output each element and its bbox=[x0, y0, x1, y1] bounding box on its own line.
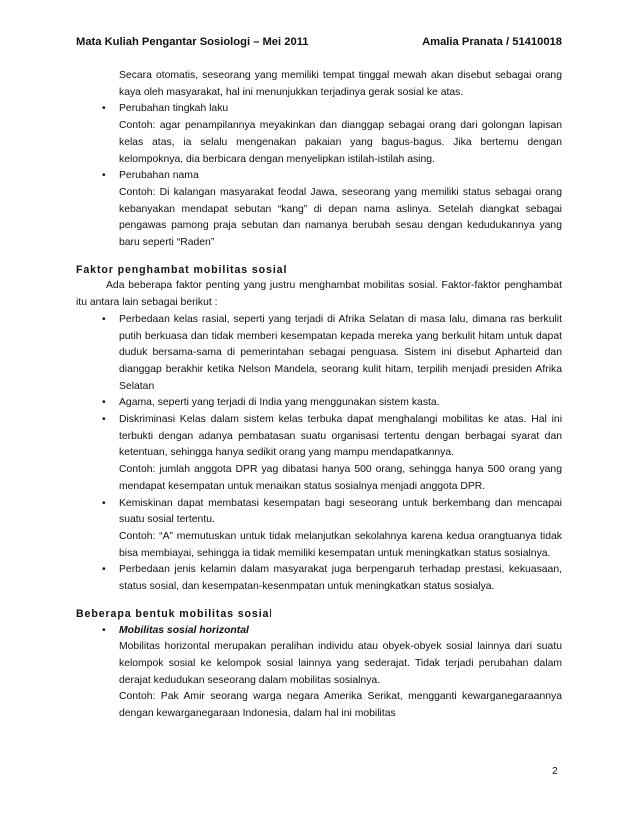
bullet-title: Perubahan nama bbox=[119, 170, 199, 182]
bullet-text: Diskriminasi Kelas dalam sistem kelas terbuka dapat menghalangi mobilitas ke atas. Hal ini terbukti dengan adanya pembatasan suatu organisasi tertentu dengan berbagai syarat dan ketentuan, sehingga hanya sedikit orang yang mampu mendapatkannya. bbox=[119, 414, 562, 459]
section-heading-tail: l bbox=[269, 607, 272, 620]
bullet-item bbox=[76, 312, 562, 396]
bullet-icon: • bbox=[102, 497, 106, 509]
bullet-icon: • bbox=[102, 624, 106, 636]
section-heading-text: Beberapa bentuk mobilitas sosia bbox=[76, 607, 270, 620]
page-number: 2 bbox=[552, 766, 558, 777]
header-course-title: Mata Kuliah Pengantar Sosiologi – Mei 2011 bbox=[76, 36, 309, 48]
bullet-example: Contoh: jumlah anggota DPR yag dibatasi hanya 500 orang, sehingga hanya 500 orang yang mendapat kesempatan untuk menaikan status sosialnya menjadi anggota DPR. bbox=[119, 464, 562, 492]
bullet-text: Agama, seperti yang terjadi di India yang menggunakan sistem kasta. bbox=[119, 397, 440, 409]
bullet-title: Perubahan tingkah laku bbox=[119, 103, 229, 115]
bullet-icon: • bbox=[102, 170, 106, 182]
section-heading bbox=[76, 606, 562, 623]
bullet-text: Kemiskinan dapat membatasi kesempatan bagi seseorang untuk berkembang dan mencapai suatu sosial tertentu. bbox=[119, 497, 562, 526]
bullet-item bbox=[76, 623, 562, 640]
bullet-example: Contoh: agar penampilannya meyakinkan dan dianggap sebagai orang dari golongan lapisan kelas atas, ia selalu mengenakan pakaian yang bagus-bagus. Jika bertemu dengan kelompoknya, dia berbicara dengan menyelipkan istilah-istilah asing. bbox=[119, 120, 562, 165]
bullet-item bbox=[76, 496, 562, 563]
bullet-item bbox=[76, 562, 562, 595]
bullet-icon: • bbox=[102, 414, 106, 426]
bullet-item bbox=[76, 101, 562, 118]
header-author: Amalia Pranata / 51410018 bbox=[422, 36, 562, 48]
bullet-icon: • bbox=[102, 313, 106, 325]
page-header bbox=[76, 36, 562, 54]
bullet-item bbox=[76, 395, 562, 412]
bullet-icon: • bbox=[102, 564, 106, 576]
bullet-item bbox=[76, 412, 562, 496]
section-heading: Faktor penghambat mobilitas sosial bbox=[76, 263, 288, 276]
bullet-icon: • bbox=[102, 103, 106, 115]
section-intro: Ada beberapa faktor penting yang justru menghambat mobilitas sosial. Faktor-faktor penghambat itu antara lain sebagai berikut : bbox=[76, 280, 562, 309]
intro-paragraph: Secara otomatis, seseorang yang memiliki tempat tinggal mewah akan disebut sebagai orang kaya oleh masyarakat, hal ini menunjukkan terjadinya gerak sosial ke atas. bbox=[119, 70, 562, 98]
bullet-title: Mobilitas sosial horizontal bbox=[119, 624, 249, 636]
section-paragraph: Mobilitas horizontal merupakan peralihan individu atau obyek-obyek sosial lainnya dari suatu kelompok sosial ke kelompok sosial lainnya yang sederajat. Tidak terjadi perubahan dalam derajat kedudukan seseorang dalam mobilitas sosialnya. bbox=[119, 641, 562, 686]
bullet-example: Contoh: Di kalangan masyarakat feodal Jawa, seseorang yang memiliki status sebagai orang kebanyakan mendapat sebutan “kang” di depan nama aslinya. Setelah diangkat sebagai pengawas pamong praja sebutan dan namanya berubah sesau dengan kedudukannya yang baru seperti “Raden” bbox=[119, 186, 562, 249]
section-example: Contoh: Pak Amir seorang warga negara Amerika Serikat, mengganti kewarganegaraannya dengan kewarganegaraan Indonesia, dalam hal ini mobilitas bbox=[119, 691, 562, 720]
page-content bbox=[76, 68, 562, 723]
bullet-text: Perbedaan kelas rasial, seperti yang terjadi di Afrika Selatan di masa lalu, dimana ras berkulit putih berkuasa dan tidak memberi kesempatan kepada mereka yang berkulit hitam untuk dapat duduk bersama-sama di pemerintahan sebagai penguasa. Sistem ini disebut Apharteid dan dianggap berakhir ketika Nelson Mandela, seorang kulit hitam, terpilih menjadi presiden Afrika Selatan bbox=[119, 313, 562, 392]
bullet-icon: • bbox=[102, 397, 106, 409]
bullet-example: Contoh: “A” memutuskan untuk tidak melanjutkan sekolahnya karena kedua orangtuanya tidak bisa membiayai, sehingga ia tidak memiliki kesempatan untuk meningkatkan status sosialnya. bbox=[119, 530, 562, 559]
bullet-text: Perbedaan jenis kelamin dalam masyarakat juga berpengaruh terhadap prestasi, kekuasaan, status sosial, dan kesempatan-kesenmpatan untuk meningkatkan status sosialya. bbox=[119, 564, 562, 593]
bullet-item bbox=[76, 168, 562, 185]
